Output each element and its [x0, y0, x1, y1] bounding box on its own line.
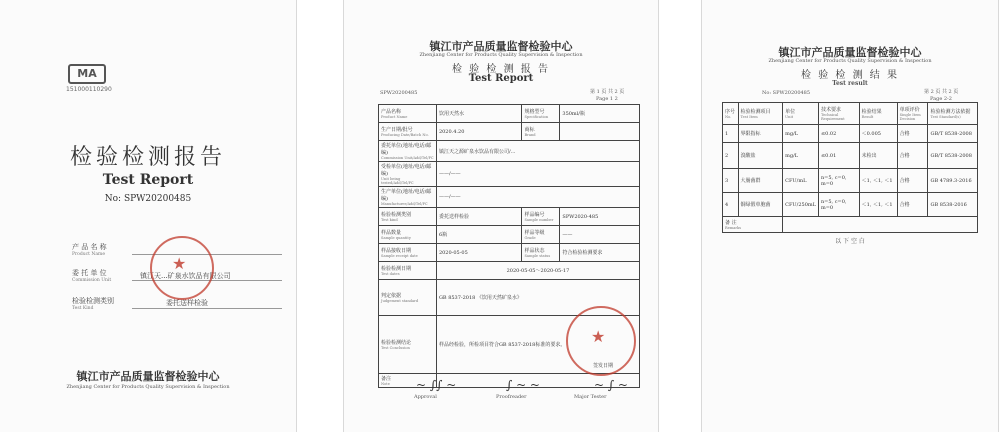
results-center-en: Zhenjiang Center for Products Quality Supervision & Inspection: [768, 58, 932, 64]
cma-logo: MA: [68, 64, 106, 84]
field-test-kind-value: 委托送样检验: [166, 299, 208, 307]
cell: 2: [723, 143, 739, 169]
cell: CFU/250mL: [783, 193, 819, 217]
results-page-en: Page 2-2: [930, 96, 952, 102]
cell: 未检出: [859, 143, 897, 169]
report-page: [344, 0, 658, 432]
field-commission-unit-label: 委 托 单 位 Commission Unit: [72, 269, 112, 283]
row-label: 生产日期/批号 Producing Date/Batch No.: [379, 123, 437, 141]
cover-report-no: No: SPW20200485: [104, 194, 192, 204]
tester-signature-icon: ~ ∫ ~: [594, 378, 628, 392]
row-label: 受检单位(地址/电话/邮编) Unit being tested/Add/Tel/PC: [379, 162, 437, 187]
row-label: 产品名称 Product Name: [379, 105, 437, 123]
row-label: 检验检测结论 Test Conclusion: [379, 316, 437, 374]
row-value: 委托送样检验: [436, 208, 522, 226]
proofreader-signature-icon: ∫ ~ ~: [506, 378, 540, 392]
seal-star-icon: ★: [591, 327, 606, 346]
report-title-en: Test Report: [468, 73, 534, 84]
row-label: 样品状态 Sample status: [522, 244, 560, 262]
cell: ＜0.005: [859, 125, 897, 143]
cover-title-en: Test Report: [102, 172, 194, 188]
table-row: [379, 141, 640, 162]
cell: n=5, c=0, m=0: [818, 193, 859, 217]
results-title-cn: 检 验 检 测 结 果: [801, 70, 899, 81]
cell: mg/L: [783, 143, 819, 169]
report-page: 第 1 页 共 2 页: [590, 89, 625, 95]
issue-date-label: 签发日期: [592, 363, 613, 369]
field-product-name-label: 产 品 名 称 Product Name: [72, 243, 107, 257]
row-value: 饮用天然水: [436, 105, 522, 123]
cell: 合格: [897, 193, 928, 217]
cell: CFU/mL: [783, 169, 819, 193]
row-label: 备注 Note: [379, 374, 437, 388]
row-value: [560, 123, 640, 141]
row-value: GB 8537-2018 《饮用天然矿泉水》: [436, 280, 639, 316]
field-commission-unit-value: 镇江天...矿泉水饮品有限公司: [140, 272, 231, 280]
row-label: 样品等级 Grade: [522, 226, 560, 244]
remarks-label: 备 注 Remarks: [723, 217, 783, 233]
cell: 合格: [897, 169, 928, 193]
row-value: 2020-05-05～2020-05-17: [436, 262, 639, 280]
column-header: 单项评价 Single Item Decision: [897, 103, 928, 125]
row-value: ——/——: [436, 187, 639, 208]
row-label: 生产单位(地址/电话/邮编) Manufacturer/Add/Tel/PC: [379, 187, 437, 208]
cell: ＜1, ＜1, ＜1: [859, 193, 897, 217]
results-center-cn: 镇江市产品质量监督检验中心: [778, 46, 922, 59]
cell: mg/L: [783, 125, 819, 143]
row-value: 符合检验检测要求: [560, 244, 640, 262]
seal-star-icon: ★: [172, 254, 187, 273]
results-page: [702, 0, 998, 432]
approval-signature-icon: ~ ∫∫ ~: [416, 378, 457, 392]
report-title-cn: 检 验 检 测 报 告: [452, 64, 550, 75]
cell: ＜1, ＜1, ＜1: [859, 169, 897, 193]
cell: 4: [723, 193, 739, 217]
cell: GB 8538-2016: [928, 193, 978, 217]
column-header: 检验检测方法依据 Test Standard(s): [928, 103, 978, 125]
row-label: 委托单位(地址/电话/邮编) Commission Unit/Add/Tel/PC: [379, 141, 437, 162]
cell: GB 4789.3-2016: [928, 169, 978, 193]
row-value: 镇江天之源矿泉水饮品有限公司/...: [436, 141, 639, 162]
results-report-no: No: SPW20200485: [762, 90, 811, 96]
field-line: [132, 308, 282, 309]
row-value: SPW2020-485: [560, 208, 640, 226]
row-value: ——/——: [436, 162, 639, 187]
report-no: SPW20200485: [380, 90, 418, 96]
results-page: 第 2 页 共 2 页: [924, 89, 959, 95]
table-row: [723, 217, 978, 233]
table-header-row: [723, 103, 978, 125]
results-title-en: Test result: [832, 80, 868, 87]
report-center-cn: 镇江市产品质量监督检验中心: [429, 40, 573, 53]
cover-center-en: Zhenjiang Center for Products Quality Supervision & Inspection: [66, 384, 230, 390]
cover-center-cn: 镇江市产品质量监督检验中心: [76, 370, 220, 383]
cell: 铜绿假单胞菌: [738, 193, 783, 217]
row-label: 规格型号 Specification: [522, 105, 560, 123]
cell: ≤0.02: [818, 125, 859, 143]
row-value: 2020.4.20: [436, 123, 522, 141]
cell: 1: [723, 125, 739, 143]
table-row: [379, 244, 640, 262]
cell: ≤0.01: [818, 143, 859, 169]
table-row: [379, 208, 640, 226]
row-label: 商标 Brand: [522, 123, 560, 141]
table-row: [723, 193, 978, 217]
approval-label: Approval: [414, 394, 437, 400]
field-test-kind-label: 检验检测类别 Test Kind: [72, 297, 114, 311]
row-label: 判定依据 Judgement standard: [379, 280, 437, 316]
column-header: 单位 Unit: [783, 103, 819, 125]
cell: 大肠菌群: [738, 169, 783, 193]
table-row: [379, 123, 640, 141]
table-row: [379, 187, 640, 208]
cell: 界限指标: [738, 125, 783, 143]
table-row: [379, 105, 640, 123]
row-label: 检验检测类别 Test kind: [379, 208, 437, 226]
row-label: 检验检测日期 Test dates: [379, 262, 437, 280]
cma-code: 151000110290: [66, 86, 112, 93]
cover-page: [0, 0, 296, 432]
cell: n=5, c=0, m=0: [818, 169, 859, 193]
cell: 3: [723, 169, 739, 193]
table-row: [723, 169, 978, 193]
column-header: 检验检测项目 Test Item: [738, 103, 783, 125]
major-tester-label: Major Tester: [574, 394, 607, 400]
row-label: 样品编号 Sample number: [522, 208, 560, 226]
row-label: 样品数量 Sample quantity: [379, 226, 437, 244]
row-value: 2020-05-05: [436, 244, 522, 262]
cell: 合格: [897, 143, 928, 169]
column-header: 检验结果 Result: [859, 103, 897, 125]
end-of-table-text: 以 下 空 白: [835, 238, 865, 245]
row-value: 6瓶: [436, 226, 522, 244]
table-row: [379, 226, 640, 244]
cell: 合格: [897, 125, 928, 143]
table-row: [379, 162, 640, 187]
table-row: [379, 262, 640, 280]
cell: GB/T 8538-2008: [928, 125, 978, 143]
row-value: ——: [560, 226, 640, 244]
proofreader-label: Proofreader: [496, 394, 527, 400]
column-header: 序号 No.: [723, 103, 739, 125]
results-table: [722, 102, 978, 233]
remarks-value: [783, 217, 978, 233]
report-page-en: Page 1 2: [596, 96, 618, 102]
cover-title-cn: 检验检测报告: [69, 145, 226, 170]
report-center-en: Zhenjiang Center for Products Quality Supervision & Inspection: [419, 52, 583, 58]
cell: GB/T 8538-2008: [928, 143, 978, 169]
table-row: [723, 125, 978, 143]
cell: 溴酸盐: [738, 143, 783, 169]
row-value: 样品经检验，所检项目符合GB 8537-2018标准的要求。 签发日期: [436, 316, 639, 374]
row-value: 350ml/瓶: [560, 105, 640, 123]
column-header: 技术要求 Technical Requirement: [818, 103, 859, 125]
row-label: 样品接收日期 Sample receipt date: [379, 244, 437, 262]
table-row: [723, 143, 978, 169]
